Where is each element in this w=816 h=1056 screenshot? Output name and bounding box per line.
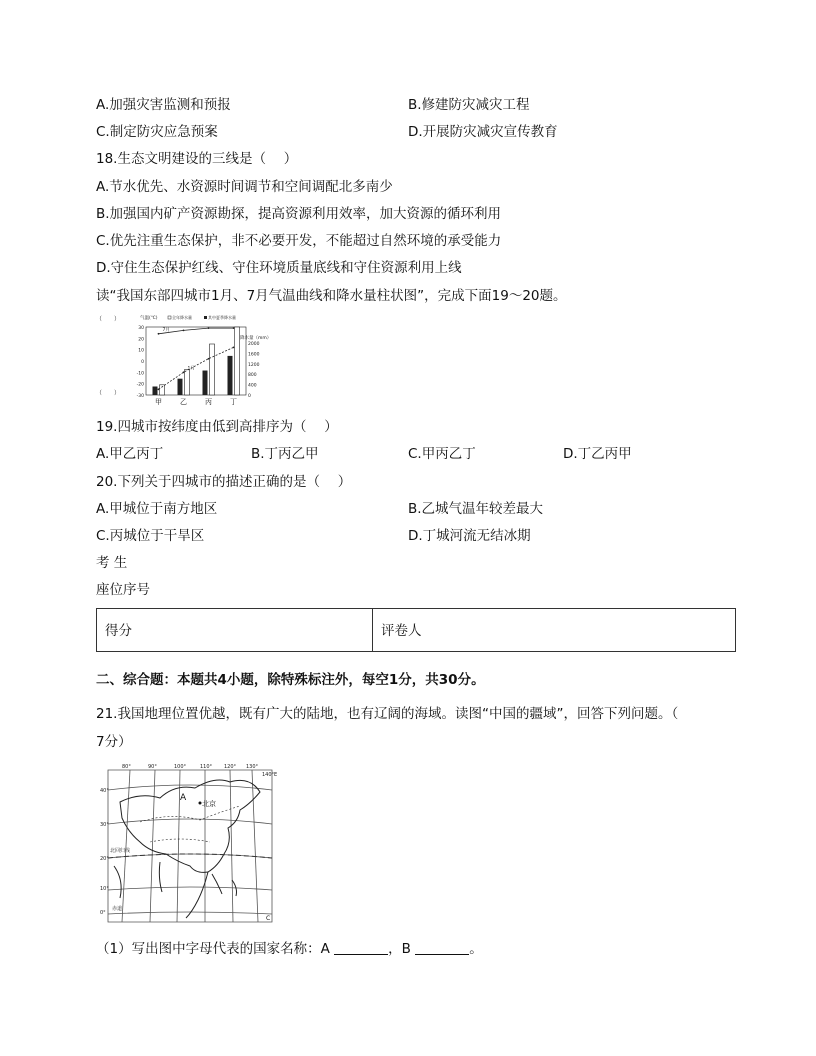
left-tick-label: 10 [138,348,144,354]
left-tick-label: 30 [138,326,144,331]
temperature-line-label: 7月 [162,327,170,333]
q18-option-b: B.加强国内矿产资源勘探，提高资源利用效率，加大资源的循环利用 [96,206,502,222]
temperature-point [183,371,185,373]
left-tick-label: 20 [138,337,144,343]
legend-swatch-summer [204,316,207,319]
q20-stem: 20.下列关于四城市的描述正确的是（ ） [96,474,352,490]
map-tropic-label: 北回归线 [110,848,131,854]
grader-label: 评卷人 [381,623,422,639]
q18-option-a: A.节水优先、水资源时间调节和空间调配北多南少 [96,179,393,195]
map-beijing-label: 北京 [202,800,216,808]
seat-number-label: 座位序号 [96,582,150,598]
q21-sub1-end: 。 [469,941,483,957]
map-letter-c: C [266,915,271,922]
right-axis-label: 降水量（mm） [240,336,272,341]
q17-option-a: A.加强灾害监测和预报 [96,97,231,113]
bar-summer-precip [203,371,208,395]
q17-option-b: B.修建防灾减灾工程 [408,97,530,113]
temperature-point [183,330,185,332]
temperature-point [233,327,235,329]
map-lat-label: 30° [100,822,109,828]
map-lat-label: 20° [100,856,109,862]
answer-paren-top: （ ） [96,316,121,323]
bar-total-precip [185,370,190,396]
map-lat-label: 0° [100,910,106,916]
q18-option-c: C.优先注重生态保护，非不必要开发，不能超过自然环境的承受能力 [96,233,502,249]
q20-option-c: C.丙城位于干旱区 [96,528,205,544]
bar-summer-precip [153,387,158,396]
legend-label-total: 全年降水量 [172,315,192,320]
map-lon-label: 90° [148,764,157,770]
temperature-point [208,358,210,360]
q21-sub1 [96,940,483,958]
temperature-point [233,347,235,349]
china-territory-map [100,762,280,930]
temperature-line [159,347,234,389]
map-lon-label: 120° [224,764,237,770]
left-axis-label: 气温(℃) [140,316,158,321]
temperature-point [158,333,160,335]
q17-option-d: D.开展防灾减灾宣传教育 [408,124,558,140]
q19-stem: 19.四城市按纬度由低到高排序为（ ） [96,419,338,435]
map-lat-label: 40° [100,788,109,794]
q21-sub1-prefix: （1）写出图中字母代表的国家名称：A [96,941,335,957]
grader-cell[interactable] [373,609,735,651]
left-tick-label: -10 [136,371,144,377]
q19-option-a: A.甲乙丙丁 [96,446,164,462]
q20-option-a: A.甲城位于南方地区 [96,501,218,517]
category-label: 乙 [180,398,187,406]
temperature-line-label: 1月 [187,366,195,372]
temperature-point [208,327,210,329]
bar-summer-precip [228,356,233,395]
section-2-heading: 二、综合题：本题共4小题，除特殊标注外，每空1分，共30分。 [96,672,485,688]
right-tick-label: 2000 [248,342,260,347]
reading-prompt: 读“我国东部四城市1月、7月气温曲线和降水量柱状图”，完成下面19～20题。 [96,288,567,304]
left-tick-label: -30 [136,394,144,399]
q19-option-c: C.甲丙乙丁 [408,446,476,462]
legend-label-summer: 其中夏季降水量 [208,315,236,320]
q19-option-d: D.丁乙丙甲 [563,446,632,462]
map-lon-label: 130° [246,764,259,770]
map-lon-label: 110° [200,764,213,770]
map-letter-a: A [180,793,187,803]
q20-option-d: D.丁城河流无结冰期 [408,528,531,544]
legend-swatch-total [168,316,171,319]
category-label: 丁 [230,398,237,406]
map-lat-label: 10° [100,886,109,892]
answer-blank-b[interactable] [415,940,469,955]
right-tick-label: 800 [248,373,257,379]
score-table [96,608,736,652]
right-tick-label: 400 [248,383,257,389]
answer-paren-bottom: （ ） [96,390,121,397]
temperature-point [158,388,160,390]
score-cell[interactable] [97,609,373,651]
q21-sub1-mid: ，B [388,941,416,957]
right-tick-label: 0 [248,394,251,399]
bar-summer-precip [178,379,183,395]
answer-blank-a[interactable] [334,940,388,955]
q18-stem: 18.生态文明建设的三线是（ ） [96,151,298,167]
map-lon-label: 100° [174,764,187,770]
q21-stem-line1: 21.我国地理位置优越，既有广大的陆地，也有辽阔的海域。读图“中国的疆域”，回答下列问题。（ [96,706,679,722]
q17-option-c: C.制定防灾应急预案 [96,124,218,140]
category-label: 甲 [155,398,162,406]
bar-total-precip [160,385,165,395]
score-label: 得分 [105,623,132,639]
q19-option-b: B.丁丙乙甲 [251,446,319,462]
map-lon-label: 80° [122,764,131,770]
q20-option-b: B.乙城气温年较差最大 [408,501,544,517]
beijing-marker [199,802,202,805]
category-label: 丙 [205,398,212,406]
right-tick-label: 1600 [248,352,260,358]
map-lon-label: 140°E [262,772,278,778]
left-tick-label: 0 [141,360,144,365]
map-equator-label: 赤道 [112,906,123,912]
left-tick-label: -20 [136,382,144,388]
bar-total-precip [235,327,240,395]
q18-option-d: D.守住生态保护红线、守住环境质量底线和守住资源利用上线 [96,260,462,276]
q21-stem-line2: 7分） [96,734,132,750]
climate-chart [96,313,286,408]
student-label: 考 生 [96,555,128,571]
bar-total-precip [210,344,215,395]
right-tick-label: 1200 [248,362,260,368]
